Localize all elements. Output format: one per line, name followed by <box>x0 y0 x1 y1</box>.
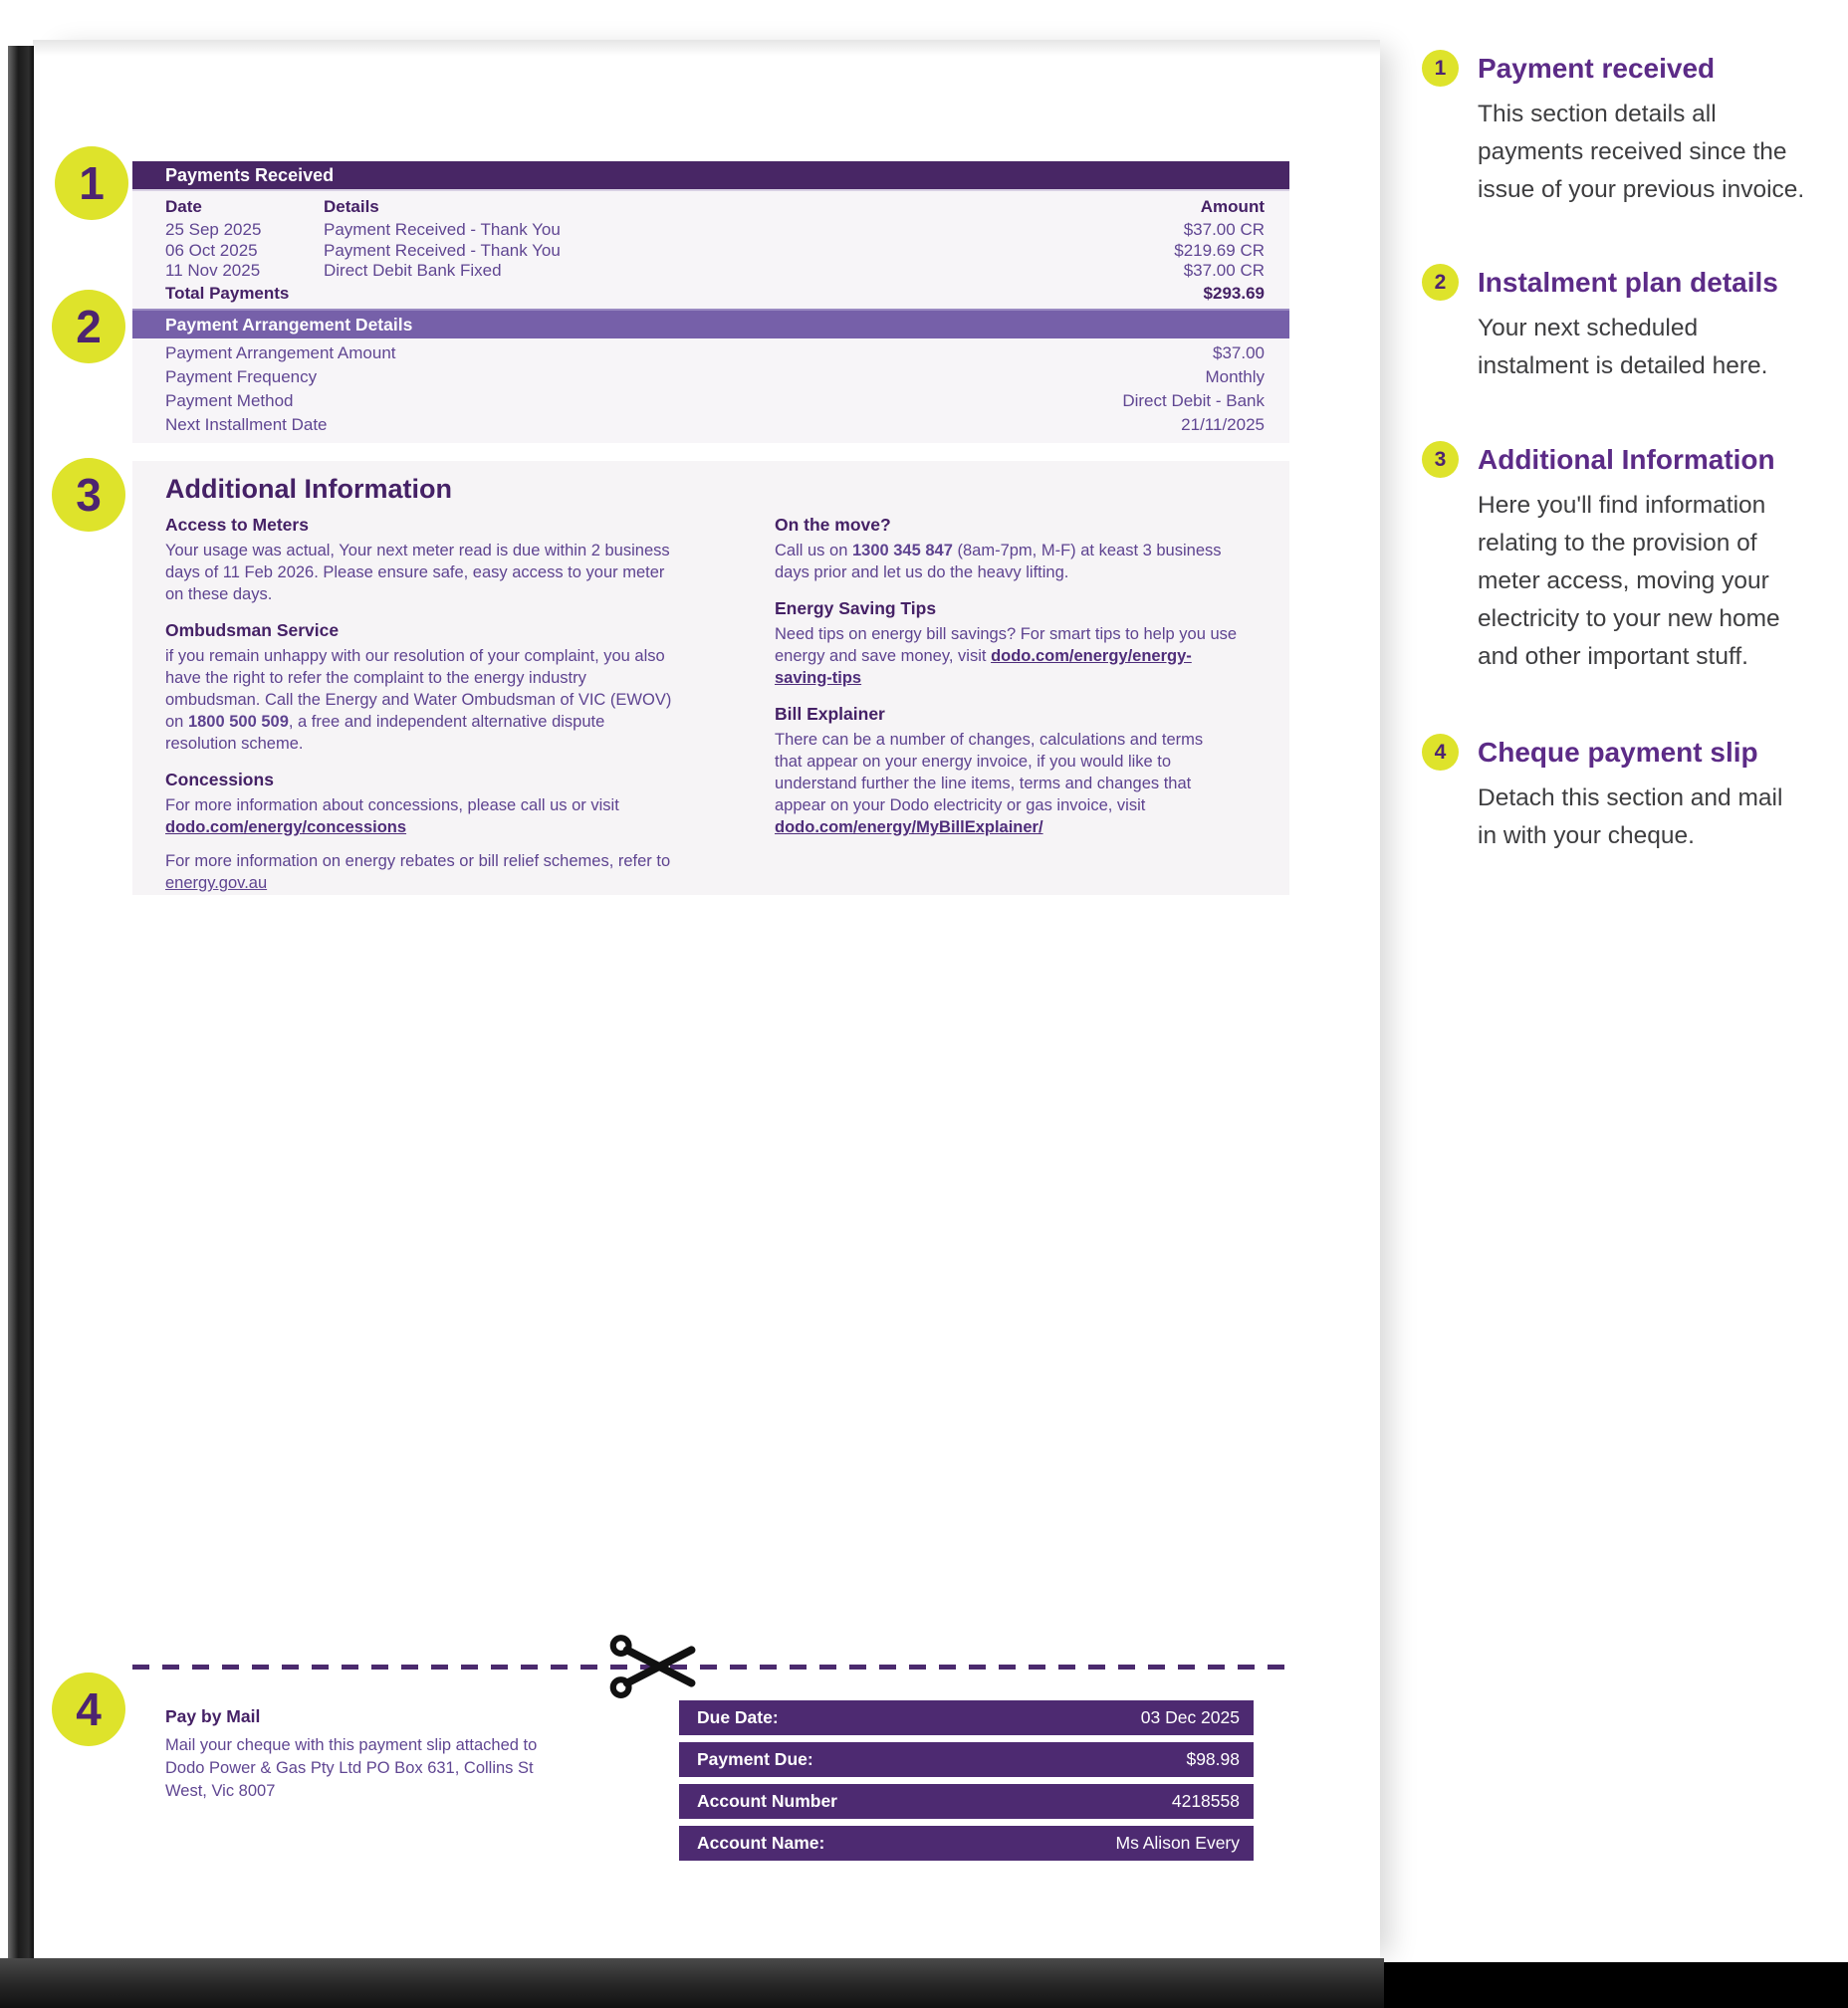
annotation-title: Instalment plan details <box>1478 266 1778 298</box>
table-row <box>132 219 1289 241</box>
page-marker-2: 2 <box>52 290 125 363</box>
annotation-body: This section details all payments received since the issue of your previous invoice. <box>1478 101 1805 203</box>
access-to-meters-heading: Access to Meters <box>165 515 309 535</box>
bill-explainer-link[interactable]: dodo.com/energy/MyBillExplainer/ <box>775 818 1043 836</box>
payment-amount: $219.69 CR <box>1174 241 1265 260</box>
energy-saving-link[interactable]: dodo.com/energy/energy- <box>991 647 1192 665</box>
payment-arrangement-header-bar <box>132 309 1289 338</box>
arrangement-label: Next Installment Date <box>165 415 328 434</box>
move-pre: Call us on <box>775 542 852 559</box>
arrangement-row <box>132 390 1289 412</box>
ombudsman-pre: on <box>165 713 188 731</box>
pay-by-mail-text: Mail your cheque with this payment slip attached to Dodo Power & Gas Pty Ltd PO Box 631, Collins St West, Vic 8007 <box>165 1736 538 1800</box>
page-marker-1: 1 <box>55 146 128 220</box>
annotation-title: Cheque payment slip <box>1478 736 1758 768</box>
pay-by-mail-heading: Pay by Mail <box>165 1706 261 1726</box>
arrangement-label: Payment Method <box>165 391 294 410</box>
on-the-move-heading: On the move? <box>775 515 891 535</box>
total-payments-label: Total Payments <box>165 284 290 303</box>
payment-arrangement-title: Payment Arrangement Details <box>165 314 413 335</box>
additional-info-right-column <box>775 514 1292 838</box>
detach-dashed-line <box>132 1665 1289 1670</box>
annotation-title: Payment received <box>1478 52 1716 84</box>
account-number-value: 4218558 <box>1171 1791 1240 1811</box>
annotation-cheque-payment-slip <box>1422 734 1832 855</box>
bill-explainer-text: There can be a number of changes, calculations and terms that appear on your energy invoice, if you would like to understand further the line items, terms and changes that appear on your Dodo electricity or gas invoice, visit <box>775 731 1204 814</box>
payment-date: 11 Nov 2025 <box>165 261 261 280</box>
due-date-value: 03 Dec 2025 <box>1140 1707 1240 1727</box>
annotation-body: Here you'll find information relating to the provision of meter access, moving your electricity to your new home and other important stuff. <box>1478 492 1780 670</box>
annotation-additional-information <box>1422 441 1832 676</box>
energy-saving-text-2 <box>775 645 1292 667</box>
on-the-move-text <box>775 540 1292 561</box>
payment-date: 06 Oct 2025 <box>165 241 258 260</box>
table-row <box>132 260 1289 282</box>
due-date-label: Due Date: <box>697 1707 779 1727</box>
col-header-amount: Amount <box>1200 197 1265 216</box>
table-row <box>132 240 1289 262</box>
arrangement-value: 21/11/2025 <box>1181 415 1265 434</box>
ombudsman-phone: 1800 500 509 <box>187 713 289 731</box>
move-phone: 1300 345 847 <box>851 542 953 559</box>
payment-due-label: Payment Due: <box>697 1749 813 1769</box>
ombudsman-post: , a free and independent alternative dispute <box>288 713 605 731</box>
scan-edge-left <box>8 46 34 1964</box>
col-header-date: Date <box>165 197 202 216</box>
ombudsman-text-end: resolution scheme. <box>165 735 304 753</box>
payment-due-value: $98.98 <box>1186 1749 1240 1769</box>
access-to-meters-text: Your usage was actual, Your next meter read is due within 2 business days of 11 Feb 2026. Please ensure safe, easy access to your meter on these days. <box>165 542 670 603</box>
annotation-title: Additional Information <box>1478 443 1775 475</box>
scissors-icon <box>609 1632 697 1701</box>
account-number-label: Account Number <box>697 1791 837 1811</box>
sheet-top-shade <box>33 40 1380 56</box>
slip-row-account-name <box>679 1826 1254 1861</box>
sheet-bottom-shadow <box>0 1958 1384 2008</box>
page-marker-4: 4 <box>52 1673 125 1746</box>
payment-amount: $37.00 CR <box>1183 261 1265 280</box>
annotation-instalment-plan <box>1422 264 1832 385</box>
on-the-move-text-2: days prior and let us do the heavy lifting. <box>775 563 1069 581</box>
payment-details: Payment Received - Thank You <box>324 241 561 260</box>
ombudsman-text: if you remain unhappy with our resolution of your complaint, you also have the right to refer the complaint to the energy industry ombudsman. Call the Energy and Water Ombudsman of VIC (EWOV) <box>165 647 672 709</box>
bill-explainer-heading: Bill Explainer <box>775 704 885 724</box>
payments-received-header-bar <box>132 161 1289 191</box>
payment-details: Payment Received - Thank You <box>324 220 561 239</box>
concessions-text: For more information about concessions, please call us or visit <box>165 796 619 814</box>
energy-pre: energy and save money, visit <box>775 647 992 665</box>
arrangement-label: Payment Frequency <box>165 367 318 386</box>
total-payments-value: $293.69 <box>1203 284 1265 303</box>
additional-information-title: Additional Information <box>165 474 452 504</box>
arrangement-row <box>132 366 1289 388</box>
ombudsman-text-phone-line <box>165 711 753 733</box>
arrangement-row <box>132 342 1289 364</box>
concessions-link[interactable]: dodo.com/energy/concessions <box>165 818 407 836</box>
arrangement-value: $37.00 <box>1213 343 1265 362</box>
slip-row-payment-due <box>679 1742 1254 1777</box>
arrangement-row <box>132 414 1289 436</box>
ombudsman-heading: Ombudsman Service <box>165 620 340 640</box>
slip-row-due-date <box>679 1700 1254 1735</box>
slip-row-account-number <box>679 1784 1254 1819</box>
rebates-text: For more information on energy rebates or bill relief schemes, refer to <box>165 852 671 870</box>
payment-details: Direct Debit Bank Fixed <box>324 261 502 280</box>
page-marker-3: 3 <box>52 458 125 532</box>
payment-date: 25 Sep 2025 <box>165 220 262 239</box>
payments-total-row <box>132 283 1289 305</box>
annotation-body: Your next scheduled instalment is detailed here. <box>1478 315 1768 379</box>
account-name-label: Account Name: <box>697 1833 825 1853</box>
energy-gov-link[interactable]: energy.gov.au <box>165 874 268 892</box>
payments-table-column-headers <box>132 196 1289 218</box>
payment-amount: $37.00 CR <box>1183 220 1265 239</box>
annotation-payment-received <box>1422 50 1832 209</box>
energy-saving-text: Need tips on energy bill savings? For smart tips to help you use <box>775 625 1238 643</box>
arrangement-value: Monthly <box>1205 367 1265 386</box>
arrangement-label: Payment Arrangement Amount <box>165 343 396 362</box>
arrangement-value: Direct Debit - Bank <box>1122 391 1265 410</box>
energy-saving-link-2[interactable]: saving-tips <box>775 669 862 687</box>
energy-saving-heading: Energy Saving Tips <box>775 598 937 618</box>
annotation-number-badge: 3 <box>1422 441 1459 478</box>
annotation-number-badge: 4 <box>1422 734 1459 771</box>
annotation-number-badge: 2 <box>1422 264 1459 301</box>
col-header-details: Details <box>324 197 379 216</box>
move-post: (8am-7pm, M-F) at keast 3 business <box>952 542 1222 559</box>
payment-slip <box>679 1700 1254 1868</box>
additional-info-left-column <box>165 514 753 894</box>
concessions-heading: Concessions <box>165 770 274 789</box>
account-name-value: Ms Alison Every <box>1115 1833 1240 1853</box>
payments-received-title: Payments Received <box>165 164 335 185</box>
annotation-number-badge: 1 <box>1422 50 1459 87</box>
annotation-body: Detach this section and mail in with your cheque. <box>1478 784 1783 849</box>
